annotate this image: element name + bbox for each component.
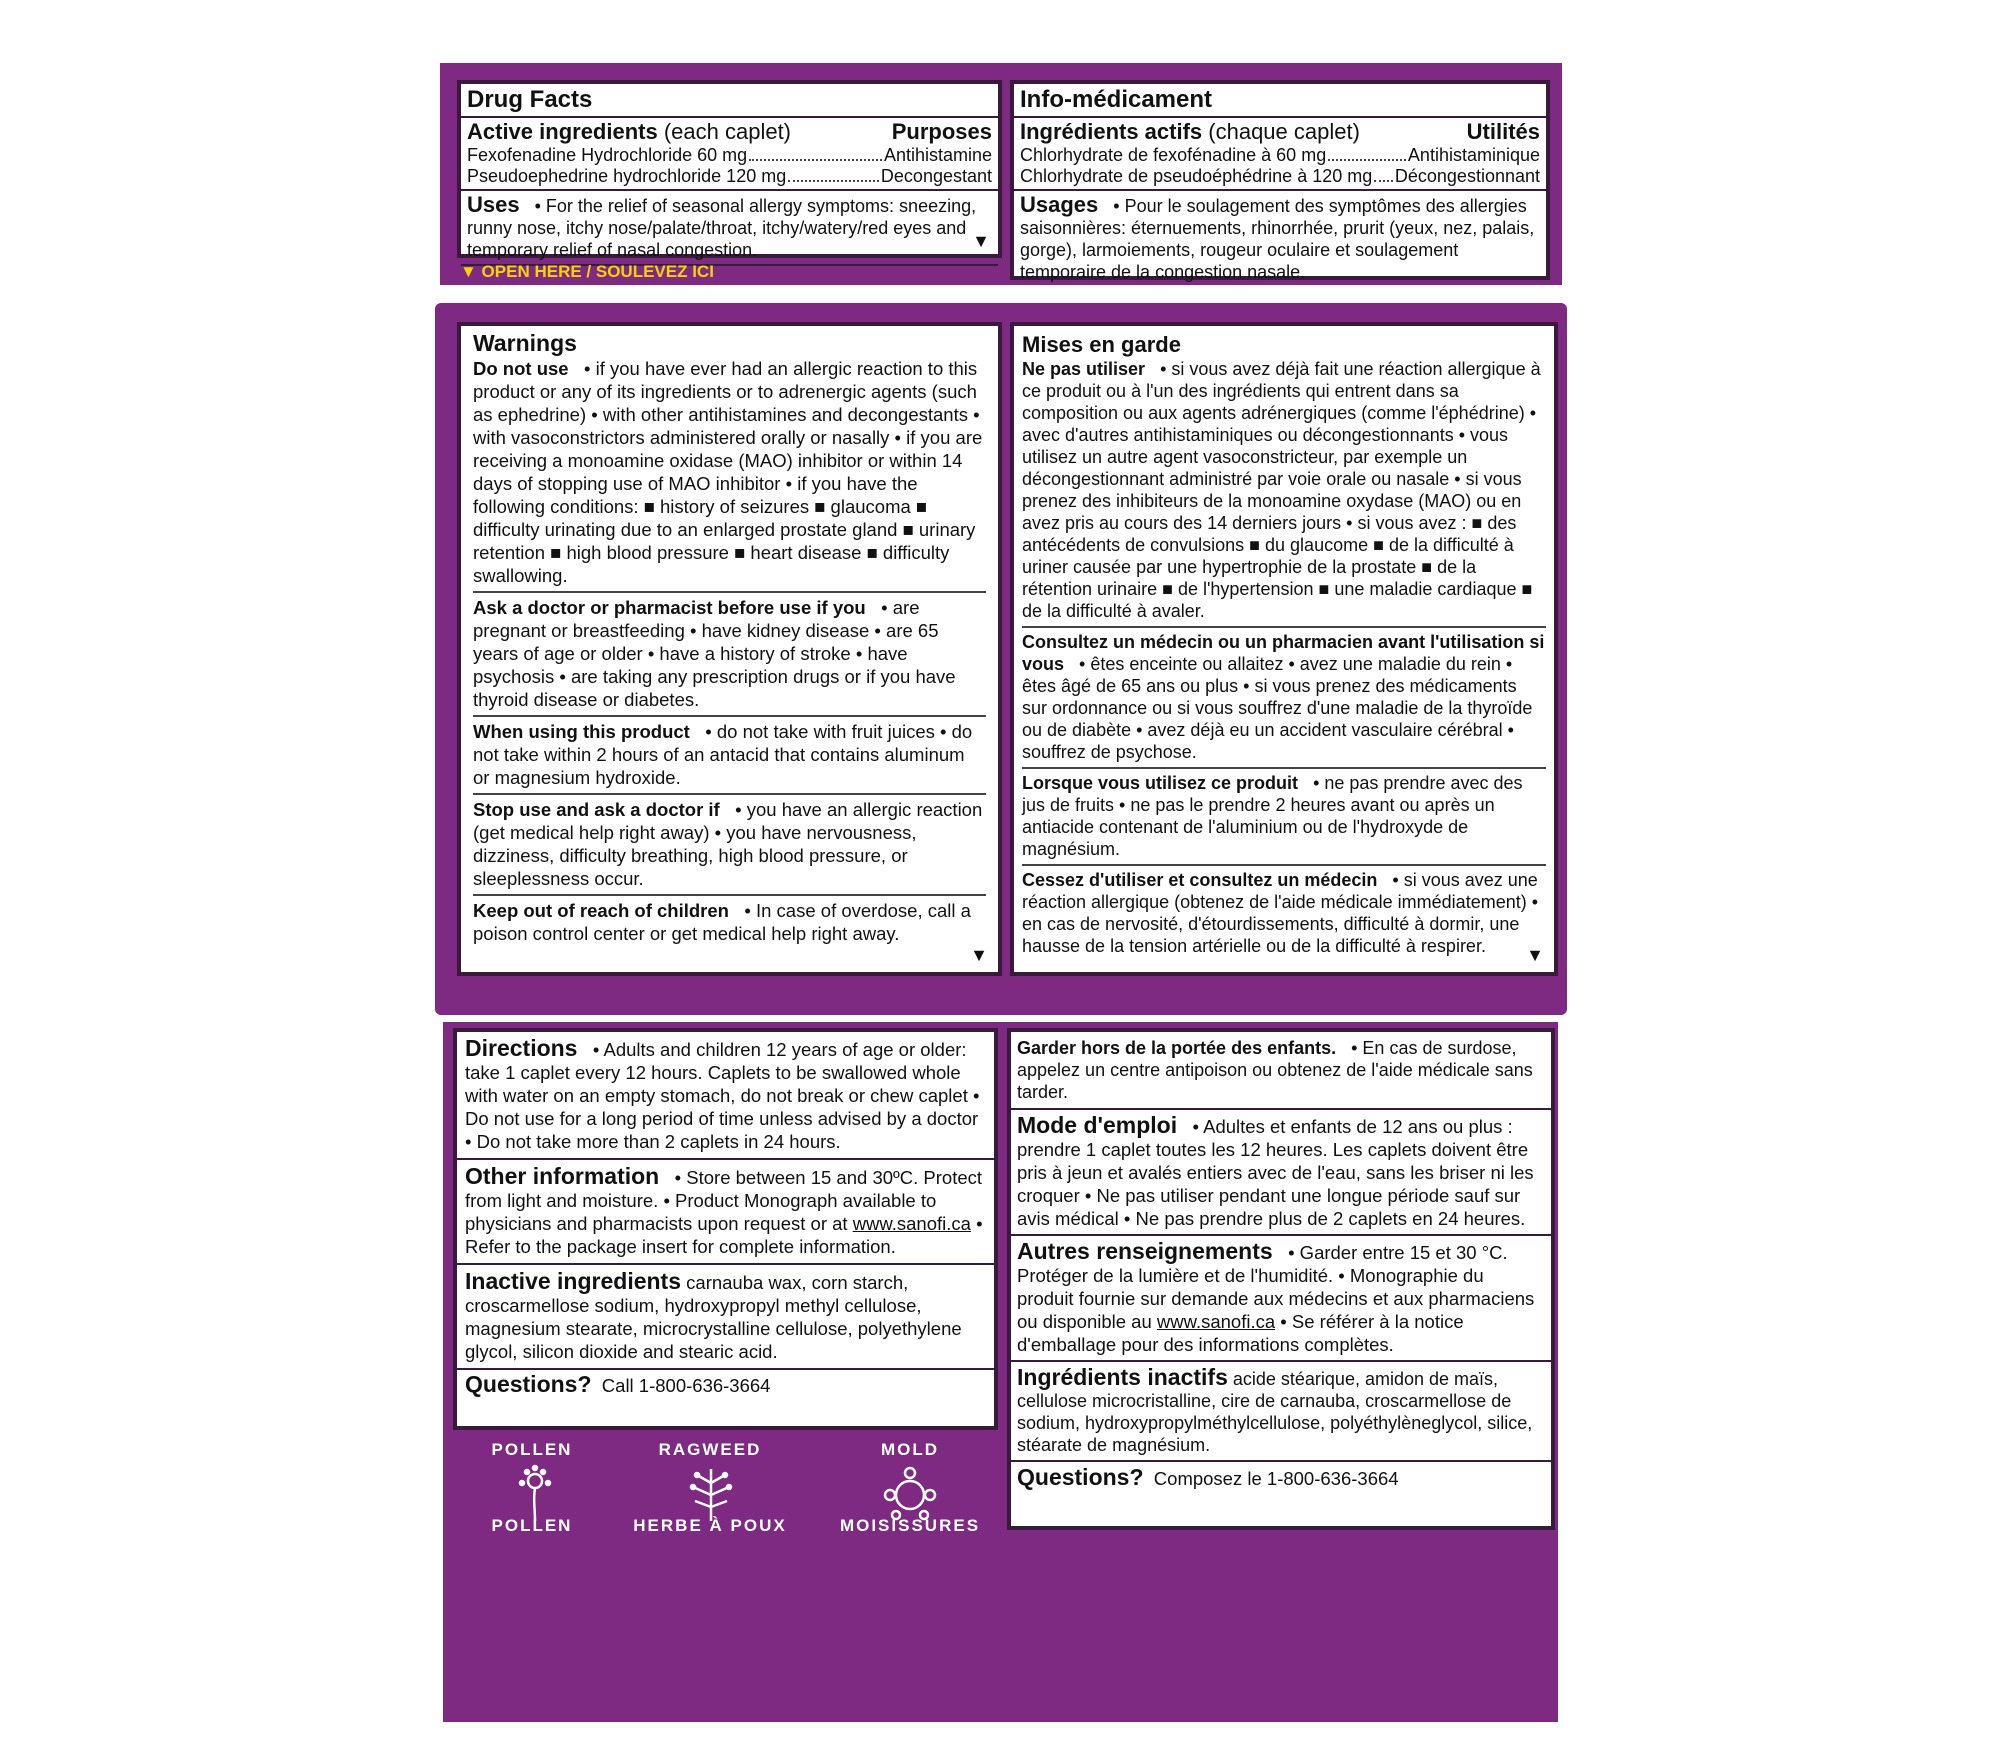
autres-renseignements-section: Autres renseignements • Garder entre 15 et 30 °C. Protéger de la lumière et de l'humidité. • Monographie du produit fournie sur demande aux médecins et aux pharmaciens ou disponible au www.sanofi.ca • Se référer à la notice d'emballage pour des informations complètes.: [1011, 1236, 1551, 1362]
fr-questions-phone[interactable]: Composez le 1-800-636-3664: [1153, 1468, 1399, 1489]
arrow-down-icon: ▼: [1526, 945, 1544, 965]
mises-en-garde-title: Mises en garde: [1022, 332, 1181, 357]
directions-panel-en: [453, 1028, 998, 1430]
mold-label-en: MOLD: [880, 1440, 940, 1459]
ragweed-icon: [681, 1463, 741, 1523]
purposes-label: Purposes: [891, 119, 992, 144]
ask-doctor-section: Ask a doctor or pharmacist before use if you • are pregnant or breastfeeding • have kidney disease • are 65 years of age or older • have a history of stroke • have psychosis • are taking any prescription drugs or if you have thyroid disease or diabetes.: [473, 591, 986, 711]
uses-section: [461, 191, 998, 266]
do-not-use-section: Do not use • if you have ever had an allergic reaction to this product or any of its ingredients or to adrenergic agents (such as ephedrine) • with other antihistamines and decongestants • with vasoconstrictors administered orally or nasally • if you are receiving a monoamine oxidase (MAO) inhibitor or within 14 days of stopping use of MAO inhibitor • if you have the following conditions: ■ history of seizures ■ glaucoma ■ difficulty urinating due to an enlarged prostate gland ■ urinary retention ■ high blood pressure ■ heart disease ■ difficulty swallowing.: [473, 358, 983, 586]
ingredient-row: Chlorhydrate de fexofénadine à 60 mg Antihistaminique: [1020, 145, 1540, 165]
arrow-down-icon: ▼: [972, 231, 990, 251]
pollen-label-en: POLLEN: [491, 1440, 573, 1459]
active-ingredients-sub: (each caplet): [657, 119, 792, 144]
ragweed-label-en: RAGWEED: [658, 1440, 762, 1459]
mode-emploi-section: Mode d'emploi • Adultes et enfants de 12 ans ou plus : prendre 1 caplet toutes les 12 heures. Les caplets doivent être pris à jeun et avalés entiers avec de l'eau, sans les briser ni les croquer • Ne pas utiliser pendant une longue période sauf sur avis médical • Ne pas prendre plus de 2 caplets en 24 heures.: [1011, 1110, 1551, 1236]
uses-label: Uses: [467, 192, 520, 217]
when-using-section: When using this product • do not take with fruit juices • do not take within 2 hours of an antacid that contains aluminum or magnesium hydroxide.: [473, 715, 986, 789]
usages-section: Usages • Pour le soulagement des symptômes des allergies saisonnières: éternuements, rhinorrhée, prurit (yeux, nez, palais, gorge), larmoiements, rougeur oculaire et soulagement temporaire de la congestion nasale.: [1020, 192, 1535, 282]
consultez-section: Consultez un médecin ou un pharmacien avant l'utilisation si vous • êtes enceinte ou allaitez • avez une maladie du rein • êtes âgé de 65 ans ou plus • si vous prenez des médicaments sur ordonnance ou si vous souffrez d'une maladie de la thyroïde ou de diabète • avez déjà eu un accident vasculaire cérébral • souffrez de psychose.: [1022, 626, 1546, 763]
info-medicament-title-row: [1014, 84, 1546, 118]
mold-label-fr: MOISISSURES: [839, 1516, 981, 1535]
drug-facts-title-row: [461, 84, 998, 118]
questions-phone[interactable]: Call 1-800-636-3664: [601, 1375, 771, 1396]
questions-section: Questions? Call 1-800-636-3664: [465, 1371, 771, 1397]
sanofi-link-fr[interactable]: www.sanofi.ca: [1156, 1311, 1276, 1332]
keep-out-of-reach-section: Keep out of reach of children • In case of overdose, call a poison control center or get medical help right away.: [473, 894, 986, 945]
arrow-down-icon: ▼: [970, 945, 988, 965]
mold-icon: [880, 1463, 940, 1523]
lorsque-section: Lorsque vous utilisez ce produit • ne pas prendre avec des jus de fruits • ne pas le prendre 2 heures avant ou après un antiacide contenant de l'aluminium ou de l'hydroxyde de magnésium.: [1022, 767, 1546, 860]
info-medicament-panel-fr: [1010, 80, 1550, 280]
fr-active-ingredients-section: Ingrédients actifs (chaque caplet) Utilités Chlorhydrate de fexofénadine à 60 mg Antihistaminique Chlorhydrate de pseudoéphédrine à 120 mg Décongestionnant: [1014, 118, 1546, 191]
cessez-section: Cessez d'utiliser et consultez un médecin • si vous avez une réaction allergique (obtenez de l'aide médicale immédiatement) • en cas de nervosité, d'étourdissements, difficulté à dormir, une hausse de la tension artérielle ou de la difficulté à respirer.: [1022, 864, 1546, 957]
warnings-panel-fr: [1010, 322, 1558, 976]
drug-facts-title: Drug Facts: [467, 86, 593, 113]
directions-panel-fr: [1007, 1028, 1555, 1530]
ragweed-label-fr: HERBE À POUX: [633, 1516, 787, 1535]
active-ingredients-section: [461, 118, 998, 191]
info-medicament-title: Info-médicament: [1020, 86, 1213, 113]
ingredients-inactifs-section: Ingrédients inactifs acide stéarique, amidon de maïs, cellulose microcristalline, cire de carnauba, croscarmellose de sodium, hydroxypropylméthylcellulose, polyéthylèneglycol, silice, stéarate de magnésium.: [1011, 1362, 1551, 1462]
other-information-section: Other information • Store between 15 and 30ºC. Protect from light and moisture. • Product Monograph available to physicians and pharmacists upon request or at www.sanofi.ca • Refer to the package insert for complete information.: [457, 1160, 994, 1265]
drug-facts-panel-en: [457, 80, 1002, 258]
fr-questions-section: Questions? Composez le 1-800-636-3664: [1017, 1464, 1399, 1490]
uses-text: • For the relief of seasonal allergy symptoms: sneezing, runny nose, itchy nose/palate/throat, itchy/watery/red eyes and temporary relief of nasal congestion.: [467, 196, 977, 260]
pollen-label-fr: POLLEN: [491, 1516, 573, 1535]
warnings-title: Warnings: [473, 330, 577, 356]
stop-use-section: Stop use and ask a doctor if • you have an allergic reaction (get medical help right away) • you have nervousness, dizziness, difficulty breathing, high blood pressure, or sleeplessness occur.: [473, 793, 986, 890]
pollen-icon: [505, 1463, 565, 1523]
active-ingredients-label: Active ingredients: [467, 119, 658, 144]
open-here-label[interactable]: ▼ OPEN HERE / SOULEVEZ ICI: [460, 262, 714, 281]
ingredient-row: Pseudoephedrine hydrochloride 120 mg Decongestant: [467, 166, 992, 186]
inactive-ingredients-section: Inactive ingredients carnauba wax, corn starch, croscarmellose sodium, hydroxypropyl methyl cellulose, magnesium stearate, microcrystalline cellulose, polyethylene glycol, silicon dioxide and stearic acid.: [457, 1265, 994, 1370]
directions-section: Directions • Adults and children 12 years of age or older: take 1 caplet every 12 hours. Caplets to be swallowed whole with water on an empty stomach, do not break or chew caplet • Do not use for a long period of time unless advised by a doctor • Do not take more than 2 caplets in 24 hours.: [457, 1032, 994, 1160]
ingredient-row: Chlorhydrate de pseudoéphédrine à 120 mg Décongestionnant: [1020, 166, 1540, 186]
sanofi-link[interactable]: www.sanofi.ca: [852, 1213, 971, 1234]
ne-pas-utiliser-section: Ne pas utiliser • si vous avez déjà fait une réaction allergique à ce produit ou à l'un des ingrédients qui entrent dans sa composition ou aux agents adrénergiques (comme l'éphédrine) • avec d'autres antihistaminiques ou décongestionnants • vous utilisez un autre agent vasoconstricteur, par exemple un décongestionnant administré par voie orale ou nasale • si vous prenez des inhibiteurs de la monoamine oxydase (MAO) ou en avez pris au cours des 14 derniers jours • si vous avez : ■ des antécédents de convulsions ■ du glaucome ■ de la difficulté à uriner causée par une hypertrophie de la prostate ■ de la rétention urinaire ■ de l'hypertension ■ une maladie cardiaque ■ de la difficulté à avaler.: [1022, 359, 1541, 621]
warnings-panel-en: [457, 322, 1002, 976]
garder-section: Garder hors de la portée des enfants. • En cas de surdose, appelez un centre antipoison ou obtenez de l'aide médicale sans tarder.: [1011, 1032, 1551, 1110]
ingredient-row: Fexofenadine Hydrochloride 60 mg Antihistamine: [467, 145, 992, 165]
